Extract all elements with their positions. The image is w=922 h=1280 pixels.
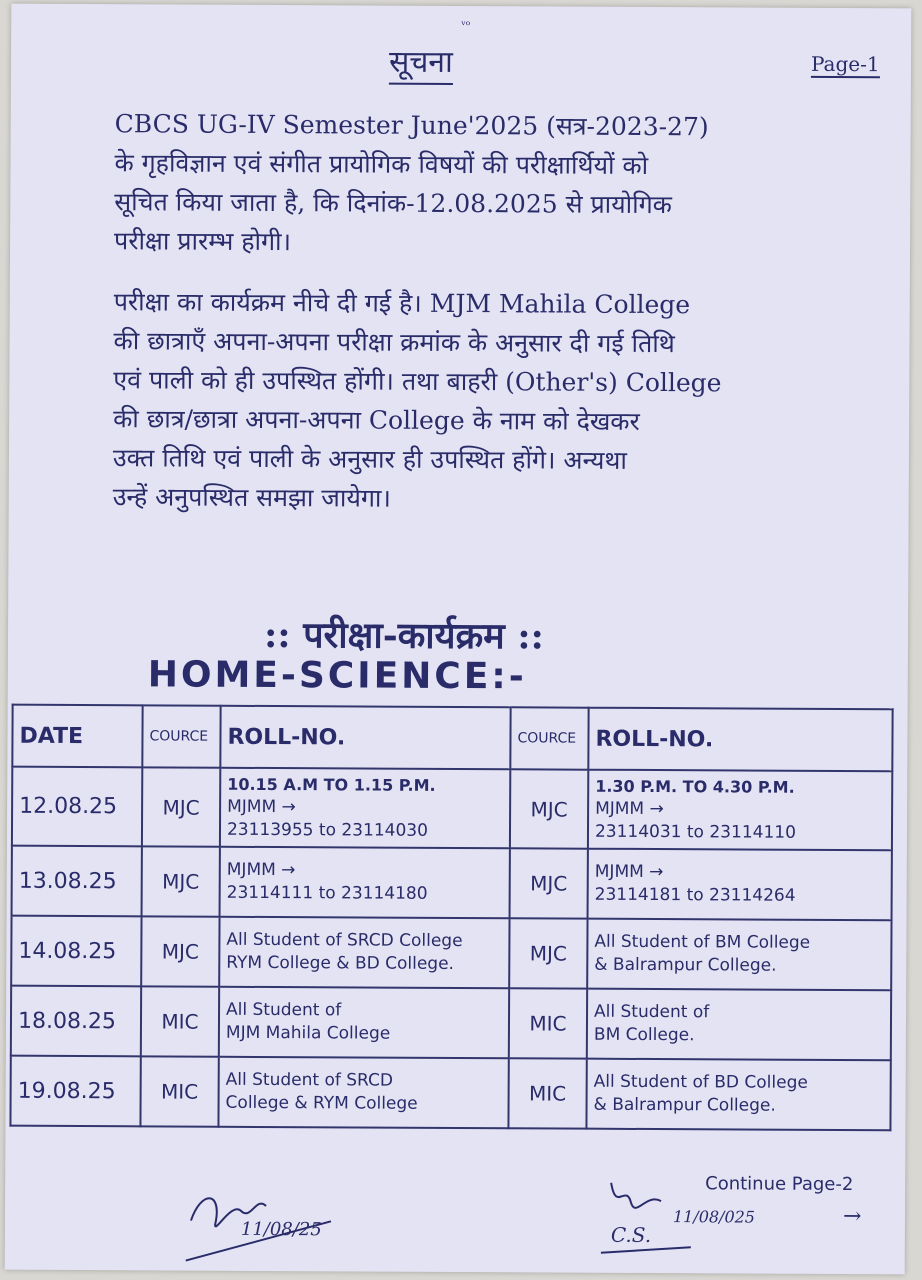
table-row [11,986,891,1061]
top-mark: ᵛᵒ [461,18,471,33]
roll-line: MJMM → [594,861,664,883]
paragraph-2: परीक्षा का कार्यक्रम नीचे दी गई है। MJM Mahila College की छात्राएँ अपना-अपना परीक्षा क्रमांक के अनुसार दी गई तिथि एवं पाली को ही उपस्थित होंगी। तथा बाहरी (Other's) College की छात्र/छात्रा अपना-अपना College के नाम को देखकर उक्त तिथि एवं पाली के अनुसार ही उपस्थित होंगे। अन्यथा उन्हें अनुपस्थित समझा जायेगा। [112,287,722,513]
roll-line: MJM Mahila College [225,1022,391,1044]
notice-heading: सूचना [389,40,453,85]
table-row [11,916,891,991]
roll-line: College & RYM College [225,1092,418,1114]
programme-title: :: परीक्षा-कार्यक्रम :: [263,613,544,658]
row-date: 14.08.25 [11,916,141,987]
row-course-2: MIC [509,988,587,1058]
row-roll-2 [587,919,891,991]
session-1-time: 10.15 A.M TO 1.15 P.M. [227,774,436,795]
row-course-2: MJC [510,848,588,918]
row-course-2: MIC [508,1058,586,1128]
notice-sheet [5,4,912,1275]
row-course-2: MJC [510,769,588,848]
row-roll-1 [219,987,509,1059]
roll-line: All Student of BD College [593,1071,808,1093]
session-2-time: 1.30 P.M. TO 4.30 P.M. [595,776,795,797]
continue-note: Continue Page-2 [705,1173,854,1196]
roll-line: 23114111 to 23114180 [226,882,428,904]
row-roll-2 [586,1059,890,1131]
header-course-2: COURCE [510,707,588,769]
roll-line: All Student of SRCD College [226,929,463,952]
roll-line: All Student of BM College [594,931,811,953]
left-signature [181,1181,341,1272]
row-roll-2 [588,849,892,921]
row-course-1: MJC [141,916,219,986]
header-roll-1: ROLL-NO. [220,706,510,770]
row-roll-1 [220,847,510,919]
row-course-1: MJC [142,767,220,846]
arrow-right-icon: → [842,1204,862,1230]
roll-line: 23114181 to 23114264 [594,884,796,906]
table-row [12,846,892,921]
row-date: 19.08.25 [10,1056,140,1127]
row-roll-1 [220,768,510,849]
page-number: Page-1 [810,51,880,77]
row-course-2: MJC [509,918,587,988]
roll-line: MJMM → [595,798,664,820]
table-row [12,767,892,851]
schedule-table [9,704,893,1132]
row-date: 13.08.25 [12,846,142,917]
roll-line: All Student of [226,999,342,1021]
roll-line: All Student of [593,1001,710,1023]
roll-line: 23114031 to 23114110 [594,821,796,843]
row-course-1: MIC [141,986,219,1056]
header-course-1: COURCE [142,705,220,767]
header-date: DATE [12,705,142,768]
roll-line: MJMM → [226,859,296,881]
row-course-1: MIC [140,1056,218,1126]
table-header-row [12,705,892,772]
roll-line: MJMM → [227,796,296,818]
roll-line: 23113955 to 23114030 [226,819,428,841]
row-roll-1 [219,917,509,989]
paragraph-1: CBCS UG-IV Semester June'2025 (सत्र-2023-27) के गृहविज्ञान एवं संगीत प्रायोगिक विषयों की परीक्षार्थियों को सूचित किया जाता है, कि दिनांक-12.08.2025 से प्रायोगिक परीक्षा प्रारम्भ होगी। [114,109,709,257]
right-signature-date: 11/08/025 [672,1207,756,1227]
row-date: 12.08.25 [12,767,142,847]
row-roll-2 [587,989,891,1061]
row-date: 18.08.25 [11,986,141,1057]
table-row [10,1056,890,1131]
roll-line: & Balrampur College. [593,1094,776,1116]
cs-label: C.S. [610,1222,652,1248]
header-roll-2: ROLL-NO. [588,708,892,772]
row-course-1: MJC [142,846,220,916]
subject-title: HOME-SCIENCE:- [147,654,527,698]
roll-line: All Student of SRCD [225,1069,394,1091]
roll-line: & Balrampur College. [594,954,777,976]
roll-line: RYM College & BD College. [226,952,455,974]
roll-line: BM College. [593,1024,695,1046]
left-signature-date: 11/08/25 [240,1218,322,1241]
row-roll-2 [588,770,892,851]
row-roll-1 [218,1057,508,1129]
